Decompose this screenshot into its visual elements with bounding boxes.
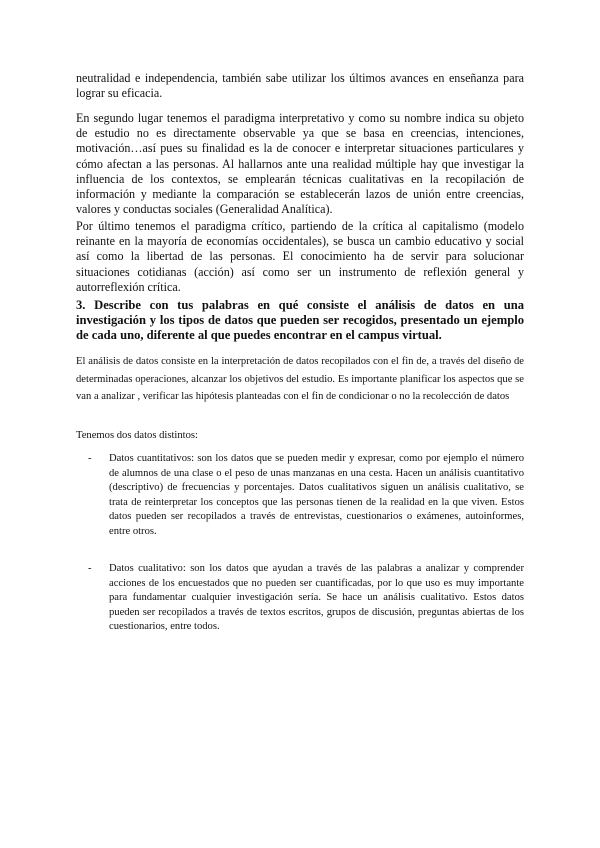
question-heading: 3. Describe con tus palabras en qué consiste el análisis de datos en una investigación y los tipos de datos que pueden ser recogidos, presentado un ejemplo de cada uno, diferente al que puedes encontrar en el campus virtual. [76,298,524,342]
data-types-list-2 [88,562,524,635]
paragraph-critical-paradigm: Por último tenemos el paradigma crítico, partiendo de la crítica al capitalismo (modelo reinante en la mayoría de economías occidentales), se busca un cambio educativo y social así como la libertad de las personas. El conocimiento ha de servir para solucionar situaciones cotidianas (acción) así como ser un instrumento de reflexión general y autorreflexión crítica. [76,219,524,294]
bullet-dash: - [88,453,92,464]
data-types-list [88,452,524,539]
answer-intro: El análisis de datos consiste en la interpretación de datos recopilados con el fin de, a través del diseño de determinadas operaciones, alcanzar los objetivos del estudio. Es importante planificar los aspectos que se van a analizar , verificar las hipótesis planteadas con el fin de condicionar o no la recolección de datos [76,356,524,403]
bullet-dash: - [88,563,92,574]
answer-lead: Tenemos dos datos distintos: [76,430,198,441]
list-item-text: Datos cualitativo: son los datos que ayudan a través de las palabras a analizar y comprender acciones de los encuestados que no pueden ser cuantificadas, por lo que uso es muy importante para fundamentar cualquier investigación sería. Se hace un análisis cualitativo. Estos datos pueden ser recopilados a través de textos escritos, grupos de discusión, preguntas abiertas de los cuestionarios, entre todos. [109,563,524,632]
list-item-qualitative [88,562,524,635]
paragraph-interpretive-paradigm: En segundo lugar tenemos el paradigma interpretativo y como su nombre indica su objeto de estudio no es directamente observable ya que se basa en creencias, intenciones, motivación…así pues su finalidad es la de conocer e interpretar situaciones particulares y cómo afectan a las personas. Al hallarnos ante una realidad múltiple hay que investigar la influencia de los contextos, se emplearán técnicas cualitativas en la recopilación de información y mediante la comparación se establecerán lazos de unión entre creencias, valores y conductas sociales (Generalidad Analítica). [76,111,524,217]
paragraph-positivist-end: neutralidad e independencia, también sabe utilizar los últimos avances en enseñanza para lograr su eficacia. [76,71,524,101]
list-item-quantitative [88,452,524,539]
list-item-text: Datos cuantitativos: son los datos que se pueden medir y expresar, como por ejemplo el número de alumnos de una clase o el peso de unas manzanas en una cesta. Hacen un análisis cuantitativo (descriptivo) de frecuencias y porcentajes. Datos cualitativos siguen un análisis cualitativo, se trata de reinterpretar los conceptos que las personas tienen de la realidad en la que viven. Estos datos pueden ser recopilados a través de entrevistas, cuestionarios o exámenes, autoinformes, entre otros. [109,453,524,537]
